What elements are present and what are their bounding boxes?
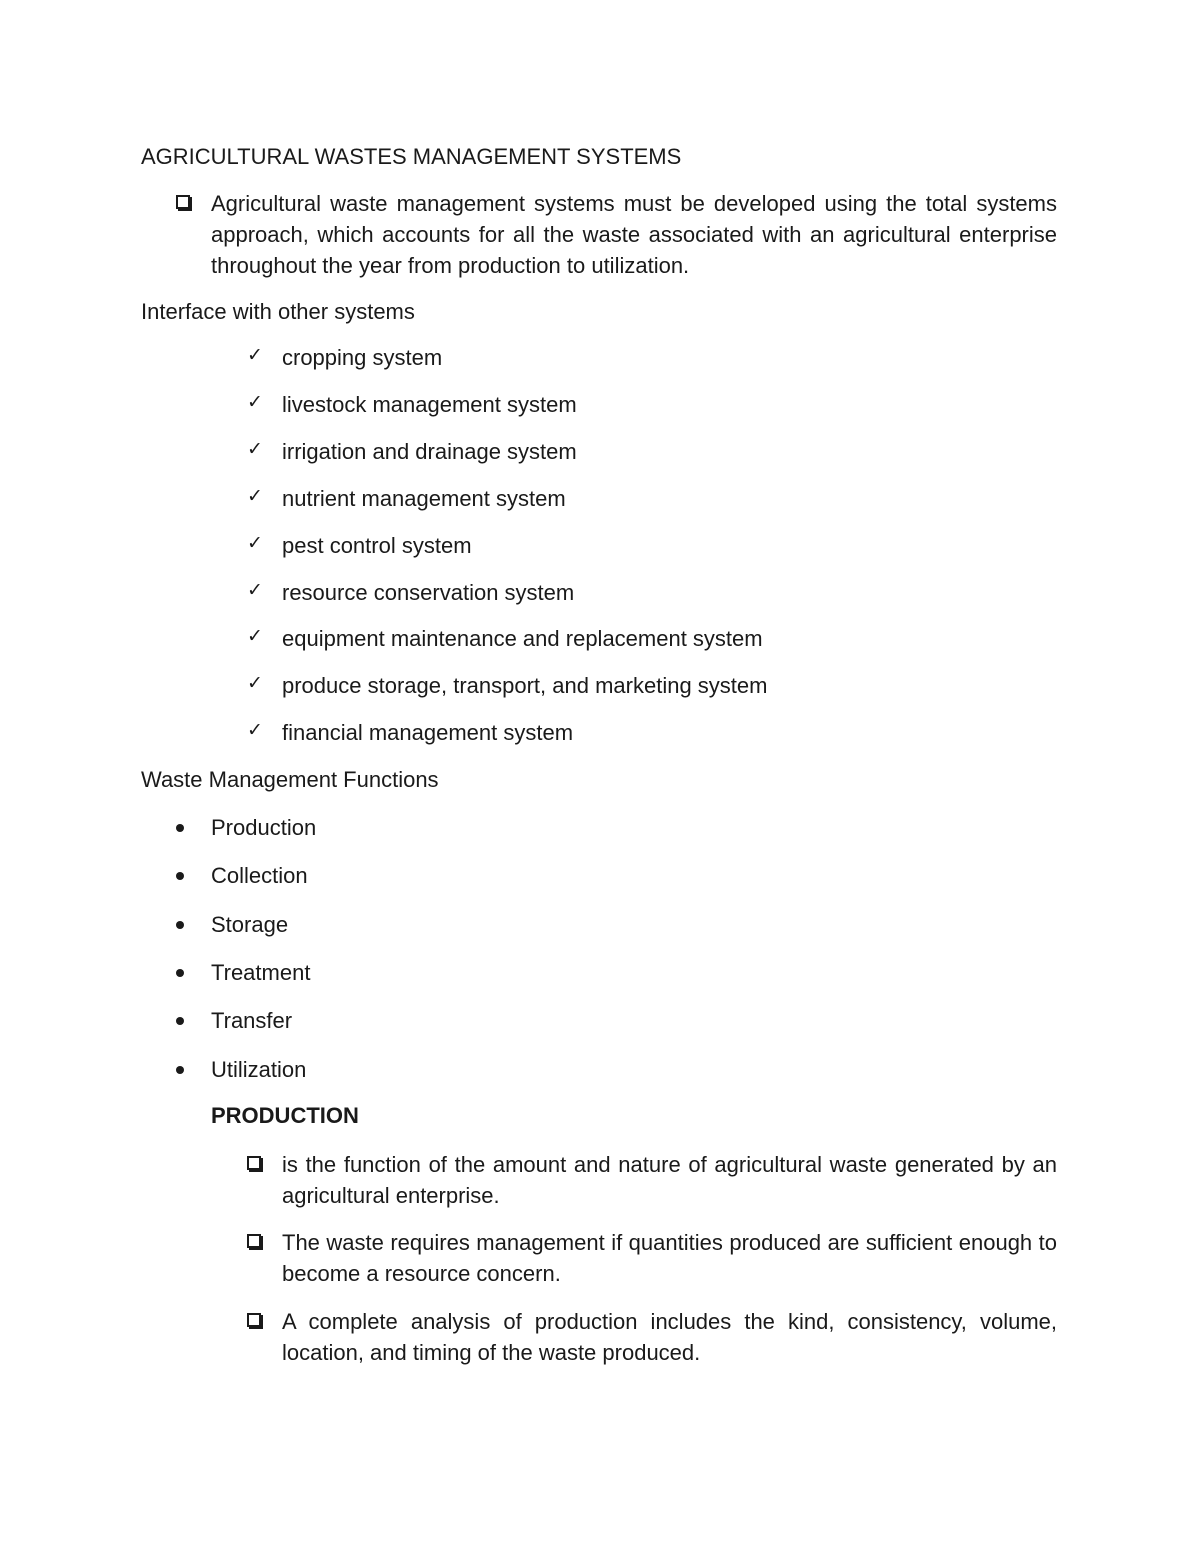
function-item: Storage	[211, 912, 289, 937]
function-item: Production	[211, 815, 317, 840]
interface-heading: Interface with other systems	[141, 299, 415, 324]
interface-item: cropping system	[282, 345, 443, 370]
checkmark-icon: ✓	[247, 579, 263, 601]
interface-item: equipment maintenance and replacement system	[282, 626, 763, 651]
function-item: Utilization	[211, 1057, 307, 1082]
interface-item: irrigation and drainage system	[282, 439, 577, 464]
production-point: is the function of the amount and nature of agricultural waste generated by an agricultural enterprise.	[282, 1152, 1057, 1208]
production-point: A complete analysis of production includes the kind, consistency, volume, location, and timing of the waste produced.	[282, 1309, 1057, 1365]
production-heading: PRODUCTION	[211, 1103, 359, 1128]
square-bullet-icon	[247, 1156, 261, 1170]
bullet-dot-icon	[176, 824, 184, 832]
document-title: AGRICULTURAL WASTES MANAGEMENT SYSTEMS	[141, 144, 682, 169]
intro-paragraph: Agricultural waste management systems must be developed using the total systems approach, which accounts for all the waste associated with an agricultural enterprise throughout the year from production to utilization.	[211, 191, 1057, 278]
bullet-dot-icon	[176, 1066, 184, 1074]
functions-heading: Waste Management Functions	[141, 767, 439, 792]
interface-item: nutrient management system	[282, 486, 566, 511]
square-bullet-icon	[176, 195, 190, 209]
function-item: Transfer	[211, 1008, 293, 1033]
checkmark-icon: ✓	[247, 391, 263, 413]
function-item: Treatment	[211, 960, 311, 985]
checkmark-icon: ✓	[247, 672, 263, 694]
bullet-dot-icon	[176, 1017, 184, 1025]
checkmark-icon: ✓	[247, 625, 263, 647]
checkmark-icon: ✓	[247, 532, 263, 554]
interface-item: pest control system	[282, 533, 472, 558]
production-point: The waste requires management if quantities produced are sufficient enough to become a resource concern.	[282, 1230, 1057, 1286]
square-bullet-icon	[247, 1313, 261, 1327]
interface-item: livestock management system	[282, 392, 577, 417]
interface-item: resource conservation system	[282, 580, 575, 605]
checkmark-icon: ✓	[247, 344, 263, 366]
checkmark-icon: ✓	[247, 719, 263, 741]
function-item: Collection	[211, 863, 308, 888]
bullet-dot-icon	[176, 969, 184, 977]
checkmark-icon: ✓	[247, 438, 263, 460]
interface-item: financial management system	[282, 720, 574, 745]
interface-item: produce storage, transport, and marketing system	[282, 673, 768, 698]
bullet-dot-icon	[176, 921, 184, 929]
square-bullet-icon	[247, 1234, 261, 1248]
checkmark-icon: ✓	[247, 485, 263, 507]
bullet-dot-icon	[176, 872, 184, 880]
